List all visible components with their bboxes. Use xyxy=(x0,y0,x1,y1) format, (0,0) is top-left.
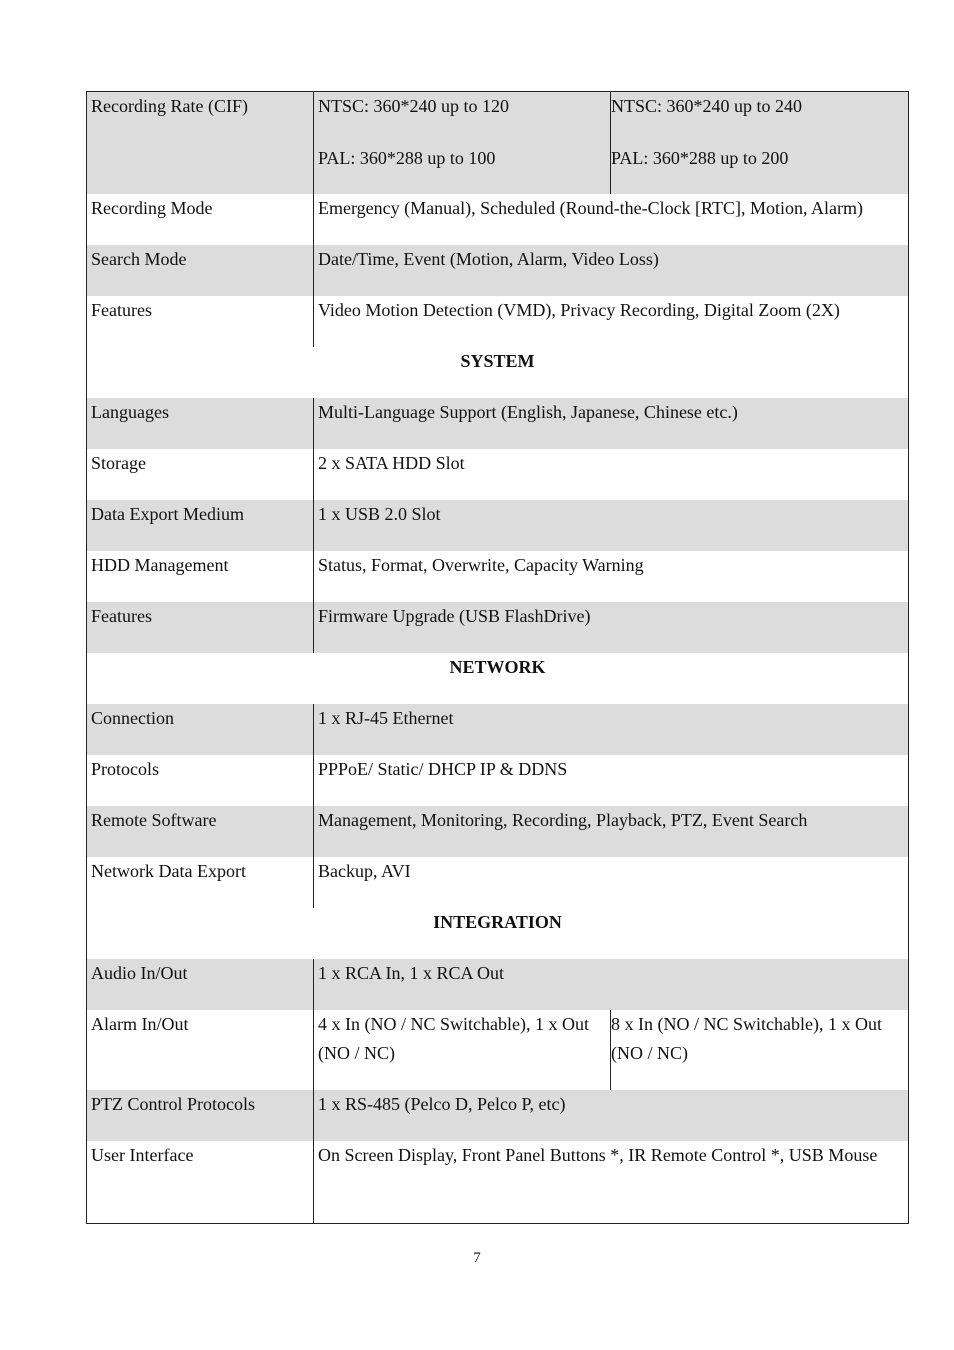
pal-rate-4ch: PAL: 360*288 up to 100 xyxy=(318,148,496,168)
table-row xyxy=(87,1010,909,1090)
section-title-system: SYSTEM xyxy=(460,350,535,371)
spec-table xyxy=(86,91,909,1224)
row-value: Firmware Upgrade (USB FlashDrive) xyxy=(314,602,909,653)
row-label: Search Mode xyxy=(87,245,314,296)
row-label: Audio In/Out xyxy=(87,959,314,1010)
table-row xyxy=(87,449,909,500)
row-label: Features xyxy=(91,299,152,320)
row-value: On Screen Display, Front Panel Buttons *, IR Remote Control *, USB Mouse xyxy=(314,1141,909,1224)
row-label: Recording Mode xyxy=(91,197,213,218)
row-value: Video Motion Detection (VMD), Privacy Recording, Digital Zoom (2X) xyxy=(314,296,909,347)
row-label: Features xyxy=(87,602,314,653)
table-row xyxy=(87,1090,909,1141)
section-title-network: NETWORK xyxy=(449,656,546,677)
ntsc-rate-4ch: NTSC: 360*240 up to 120 xyxy=(318,96,510,116)
row-value: 8 x In (NO / NC Switchable), 1 x Out (NO / NC) xyxy=(611,1010,909,1090)
row-value: Management, Monitoring, Recording, Playback, PTZ, Event Search xyxy=(314,806,909,857)
table-row xyxy=(87,194,909,245)
table-row xyxy=(87,296,909,347)
row-value: Status, Format, Overwrite, Capacity Warning xyxy=(314,551,909,602)
table-row xyxy=(87,1141,909,1224)
table-row xyxy=(87,551,909,602)
table-row xyxy=(87,500,909,551)
table-row xyxy=(87,398,909,449)
pal-rate-8ch: PAL: 360*288 up to 200 xyxy=(611,148,789,168)
row-value: Backup, AVI xyxy=(314,857,909,908)
table-row xyxy=(87,602,909,653)
row-label: Connection xyxy=(87,704,314,755)
row-label: Storage xyxy=(91,452,146,473)
row-label: Data Export Medium xyxy=(87,500,314,551)
row-value xyxy=(611,92,909,194)
ntsc-rate-8ch: NTSC: 360*240 up to 240 xyxy=(611,96,803,116)
table-row xyxy=(87,704,909,755)
section-header xyxy=(87,908,909,959)
row-label: Alarm In/Out xyxy=(91,1013,189,1034)
row-value: Emergency (Manual), Scheduled (Round-the-Clock [RTC], Motion, Alarm) xyxy=(314,194,909,245)
row-value: Multi-Language Support (English, Japanese, Chinese etc.) xyxy=(314,398,909,449)
section-header xyxy=(87,347,909,398)
row-label: Remote Software xyxy=(87,806,314,857)
row-value: 1 x RS-485 (Pelco D, Pelco P, etc) xyxy=(314,1090,909,1141)
row-value: PPPoE/ Static/ DHCP IP & DDNS xyxy=(314,755,909,806)
table-row xyxy=(87,806,909,857)
row-label: Recording Rate (CIF) xyxy=(87,92,314,194)
section-title-integration: INTEGRATION xyxy=(433,911,562,932)
table-row xyxy=(87,92,909,194)
row-value xyxy=(314,92,611,194)
table-row xyxy=(87,245,909,296)
row-label: Network Data Export xyxy=(91,860,246,881)
table-row xyxy=(87,755,909,806)
row-value: 1 x USB 2.0 Slot xyxy=(314,500,909,551)
row-label: Languages xyxy=(87,398,314,449)
row-label: Protocols xyxy=(91,758,160,779)
table-row xyxy=(87,959,909,1010)
row-value: 1 x RCA In, 1 x RCA Out xyxy=(314,959,909,1010)
row-label: HDD Management xyxy=(91,554,229,575)
row-value: 2 x SATA HDD Slot xyxy=(314,449,909,500)
row-value: 4 x In (NO / NC Switchable), 1 x Out (NO / NC) xyxy=(314,1010,611,1090)
page-number: 7 xyxy=(473,1250,481,1266)
row-label: PTZ Control Protocols xyxy=(87,1090,314,1141)
table-row xyxy=(87,857,909,908)
row-label: User Interface xyxy=(91,1144,194,1165)
section-header xyxy=(87,653,909,704)
row-value: Date/Time, Event (Motion, Alarm, Video Loss) xyxy=(314,245,909,296)
row-value: 1 x RJ-45 Ethernet xyxy=(314,704,909,755)
